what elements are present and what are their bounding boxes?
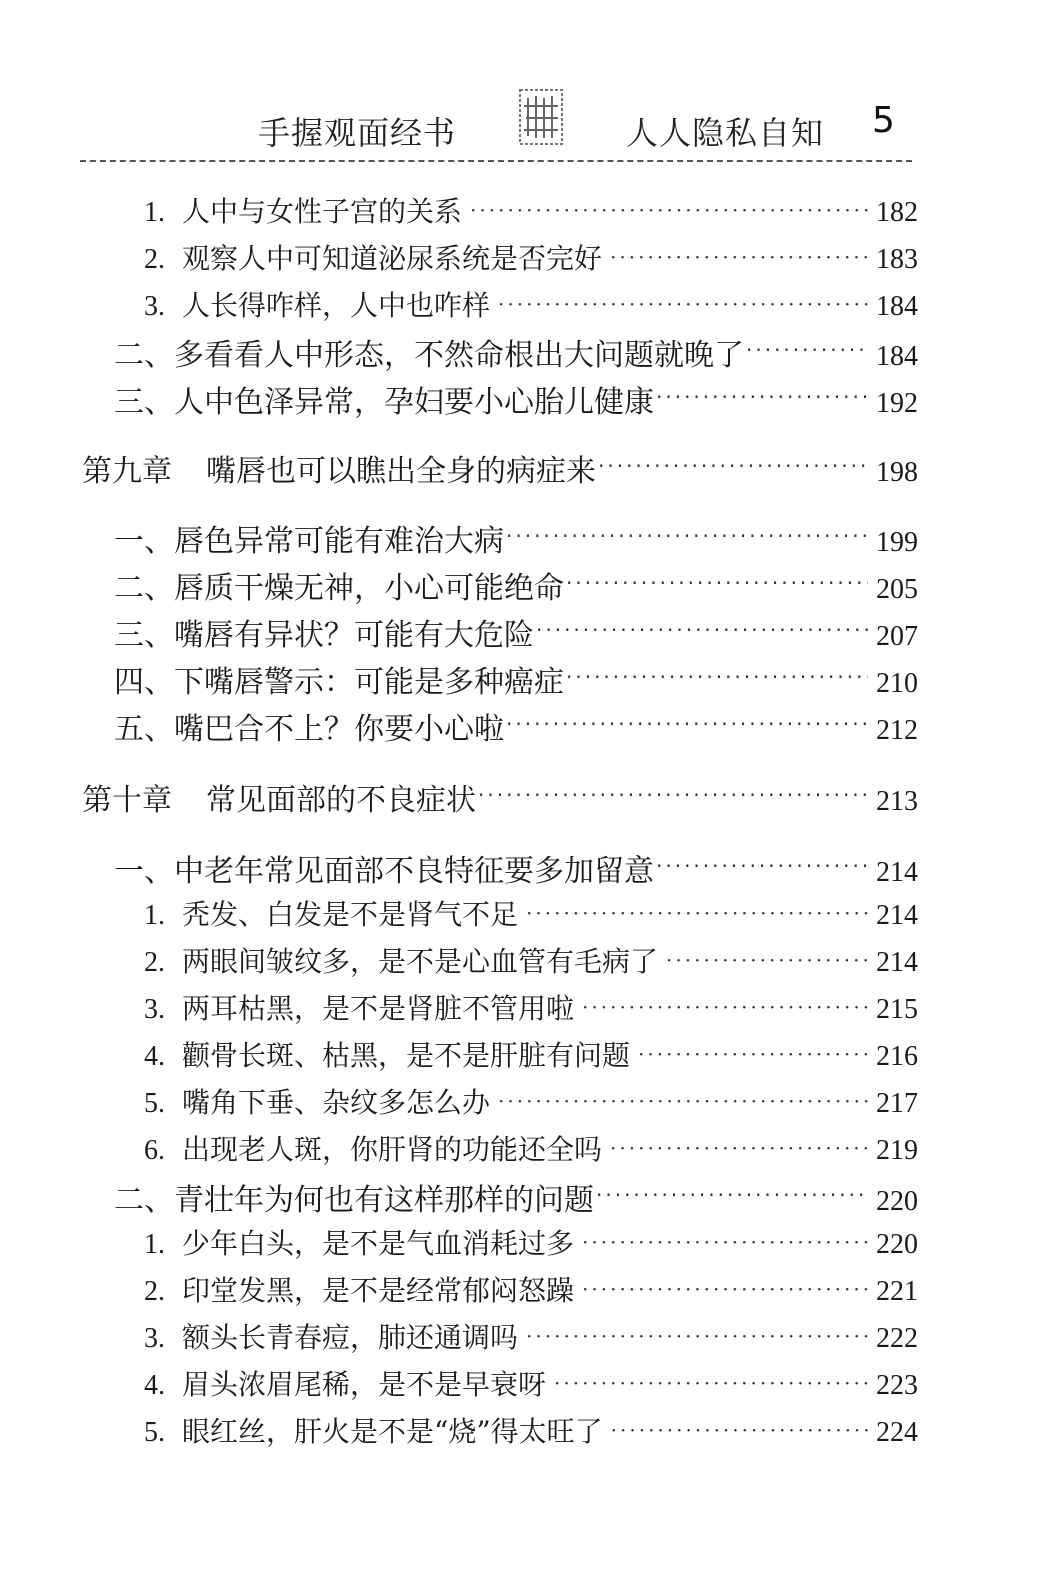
toc-dot-leader: [478, 783, 868, 807]
toc-entry-page: 224: [876, 1417, 918, 1448]
toc-entry-page: 212: [876, 715, 918, 746]
toc-subsection-entry: [144, 1034, 918, 1074]
toc-entry-number: 第九章: [82, 454, 172, 489]
toc-dot-leader: [610, 1136, 868, 1160]
toc-dot-leader: [506, 712, 868, 736]
toc-section-entry: [114, 1175, 918, 1218]
toc-entry-title: 两耳枯黑，是不是肾脏不管用啦: [182, 992, 575, 1025]
toc-dot-leader: [566, 571, 868, 595]
toc-subsection-entry: [144, 1316, 918, 1356]
toc-entry-page: 207: [876, 621, 918, 652]
toc-entry-title: 两眼间皱纹多，是不是心血管有毛病了: [182, 945, 659, 978]
toc-entry-page: 214: [876, 900, 918, 931]
toc-entry-title: 眼红丝，肝火是不是“烧”得太旺了: [182, 1415, 603, 1448]
toc-entry-number: 1.: [144, 197, 165, 228]
toc-entry-title: 人长得咋样，人中也咋样: [182, 289, 491, 322]
toc-subsection-entry: [144, 987, 918, 1027]
toc-subsection-entry: [144, 237, 918, 277]
toc-dot-leader: [656, 385, 868, 409]
toc-entry-number: 4.: [144, 1370, 165, 1401]
toc-subsection-entry: [144, 284, 918, 324]
toc-dot-leader: [582, 1230, 868, 1254]
toc-dot-leader: [536, 618, 868, 642]
toc-entry-page: 220: [876, 1229, 918, 1260]
toc-entry-page: 199: [876, 527, 918, 558]
toc-entry-page: 184: [876, 341, 918, 372]
toc-entry-number: 2.: [144, 1276, 165, 1307]
toc-section-entry: [114, 610, 918, 653]
toc-entry-title: 印堂发黑，是不是经常郁闷怒躁: [182, 1274, 575, 1307]
toc-entry-number: 2.: [144, 244, 165, 275]
toc-entry-number: 第十章: [82, 783, 172, 818]
toc-entry-title: 二、唇质干燥无神，小心可能绝命: [114, 571, 564, 606]
toc-entry-title: 一、唇色异常可能有难治大病: [114, 524, 504, 559]
toc-dot-leader: [746, 338, 868, 362]
toc-entry-page: 223: [876, 1370, 918, 1401]
toc-subsection-entry: [144, 940, 918, 980]
toc-entry-title: 三、人中色泽异常，孕妇要小心胎儿健康: [114, 385, 654, 420]
toc-entry-title: 少年白头，是不是气血消耗过多: [182, 1227, 575, 1260]
toc-chapter-entry: [82, 775, 918, 818]
toc-entry-number: 3.: [144, 1323, 165, 1354]
toc-dot-leader: [611, 1418, 868, 1442]
toc-subsection-entry: [144, 1128, 918, 1168]
toc-entry-number: 6.: [144, 1135, 165, 1166]
toc-entry-page: 192: [876, 388, 918, 419]
toc-entry-number: 2.: [144, 947, 165, 978]
toc-entry-title: 一、中老年常见面部不良特征要多加留意: [114, 854, 654, 889]
toc-subsection-entry: [144, 1269, 918, 1309]
toc-dot-leader: [598, 454, 868, 478]
toc-dot-leader: [506, 524, 868, 548]
toc-entry-page: 214: [876, 947, 918, 978]
toc-entry-title: 二、多看看人中形态，不然命根出大问题就晚了: [114, 338, 744, 373]
toc-entry-page: 220: [876, 1186, 918, 1217]
toc-dot-leader: [596, 1183, 868, 1207]
toc-dot-leader: [566, 665, 868, 689]
toc-dot-leader: [498, 292, 868, 316]
toc-dot-leader: [554, 1371, 868, 1395]
toc-entry-page: 216: [876, 1041, 918, 1072]
toc-entry-title: 眉头浓眉尾稀，是不是早衰呀: [182, 1368, 547, 1401]
toc-subsection-entry: [144, 893, 918, 933]
toc-entry-page: 205: [876, 574, 918, 605]
header-book-title: 手握观面经书: [258, 114, 457, 152]
toc-entry-page: 198: [876, 457, 918, 488]
toc-entry-title: 秃发、白发是不是肾气不足: [182, 898, 519, 931]
toc-entry-number: 3.: [144, 291, 165, 322]
toc-entry-number: 3.: [144, 994, 165, 1025]
toc-entry-page: 215: [876, 994, 918, 1025]
toc-section-entry: [114, 516, 918, 559]
toc-entry-title: 额头长青春痘，肺还通调吗: [182, 1321, 519, 1354]
toc-entry-title: 五、嘴巴合不上？你要小心啦: [114, 712, 504, 747]
toc-subsection-entry: [144, 1410, 918, 1450]
toc-chapter-entry: [82, 446, 918, 489]
toc-subsection-entry: [144, 1222, 918, 1262]
toc-entry-title: 常见面部的不良症状: [206, 783, 476, 818]
toc-subsection-entry: [144, 190, 918, 230]
toc-entry-page: 183: [876, 244, 918, 275]
toc-entry-title: 颧骨长斑、枯黑，是不是肝脏有问题: [182, 1039, 631, 1072]
toc-entry-number: 1.: [144, 900, 165, 931]
toc-dot-leader: [582, 1277, 868, 1301]
toc-dot-leader: [498, 1089, 868, 1113]
toc-dot-leader: [638, 1042, 868, 1066]
toc-entry-number: 4.: [144, 1041, 165, 1072]
toc-entry-number: 5.: [144, 1417, 165, 1448]
header-section-title: 人人隐私自知: [626, 114, 825, 152]
toc-entry-page: 210: [876, 668, 918, 699]
toc-section-entry: [114, 377, 918, 420]
toc-entry-title: 嘴唇也可以瞧出全身的病症来: [206, 454, 596, 489]
toc-entry-title: 三、嘴唇有异状？可能有大危险: [114, 618, 534, 653]
toc-entry-page: 217: [876, 1088, 918, 1119]
toc-subsection-entry: [144, 1363, 918, 1403]
toc-entry-page: 222: [876, 1323, 918, 1354]
toc-dot-leader: [666, 948, 868, 972]
toc-dot-leader: [526, 1324, 868, 1348]
toc-entry-page: 219: [876, 1135, 918, 1166]
toc-section-entry: [114, 563, 918, 606]
toc-entry-number: 1.: [144, 1229, 165, 1260]
toc-entry-title: 嘴角下垂、杂纹多怎么办: [182, 1086, 491, 1119]
toc-dot-leader: [656, 854, 868, 878]
toc-dot-leader: [582, 995, 868, 1019]
toc-section-entry: [114, 846, 918, 889]
toc-entry-page: 182: [876, 197, 918, 228]
toc-entry-title: 观察人中可知道泌尿系统是否完好: [182, 242, 603, 275]
toc-section-entry: [114, 704, 918, 747]
toc-entry-page: 214: [876, 857, 918, 888]
toc-entry-title: 出现老人斑，你肝肾的功能还全吗: [182, 1133, 603, 1166]
toc-dot-leader: [526, 901, 868, 925]
toc-dot-leader: [470, 198, 868, 222]
toc-section-entry: [114, 657, 918, 700]
toc-subsection-entry: [144, 1081, 918, 1121]
page-number: 5: [872, 100, 895, 141]
toc-section-entry: [114, 330, 918, 373]
toc-entry-title: 人中与女性子宫的关系: [182, 195, 463, 228]
toc-entry-page: 213: [876, 786, 918, 817]
toc-entry-page: 184: [876, 291, 918, 322]
toc-entry-number: 5.: [144, 1088, 165, 1119]
toc-entry-title: 二、青壮年为何也有这样那样的问题: [114, 1183, 594, 1218]
toc-entry-page: 221: [876, 1276, 918, 1307]
toc-dot-leader: [610, 245, 868, 269]
toc-entry-title: 四、下嘴唇警示：可能是多种癌症: [114, 665, 564, 700]
